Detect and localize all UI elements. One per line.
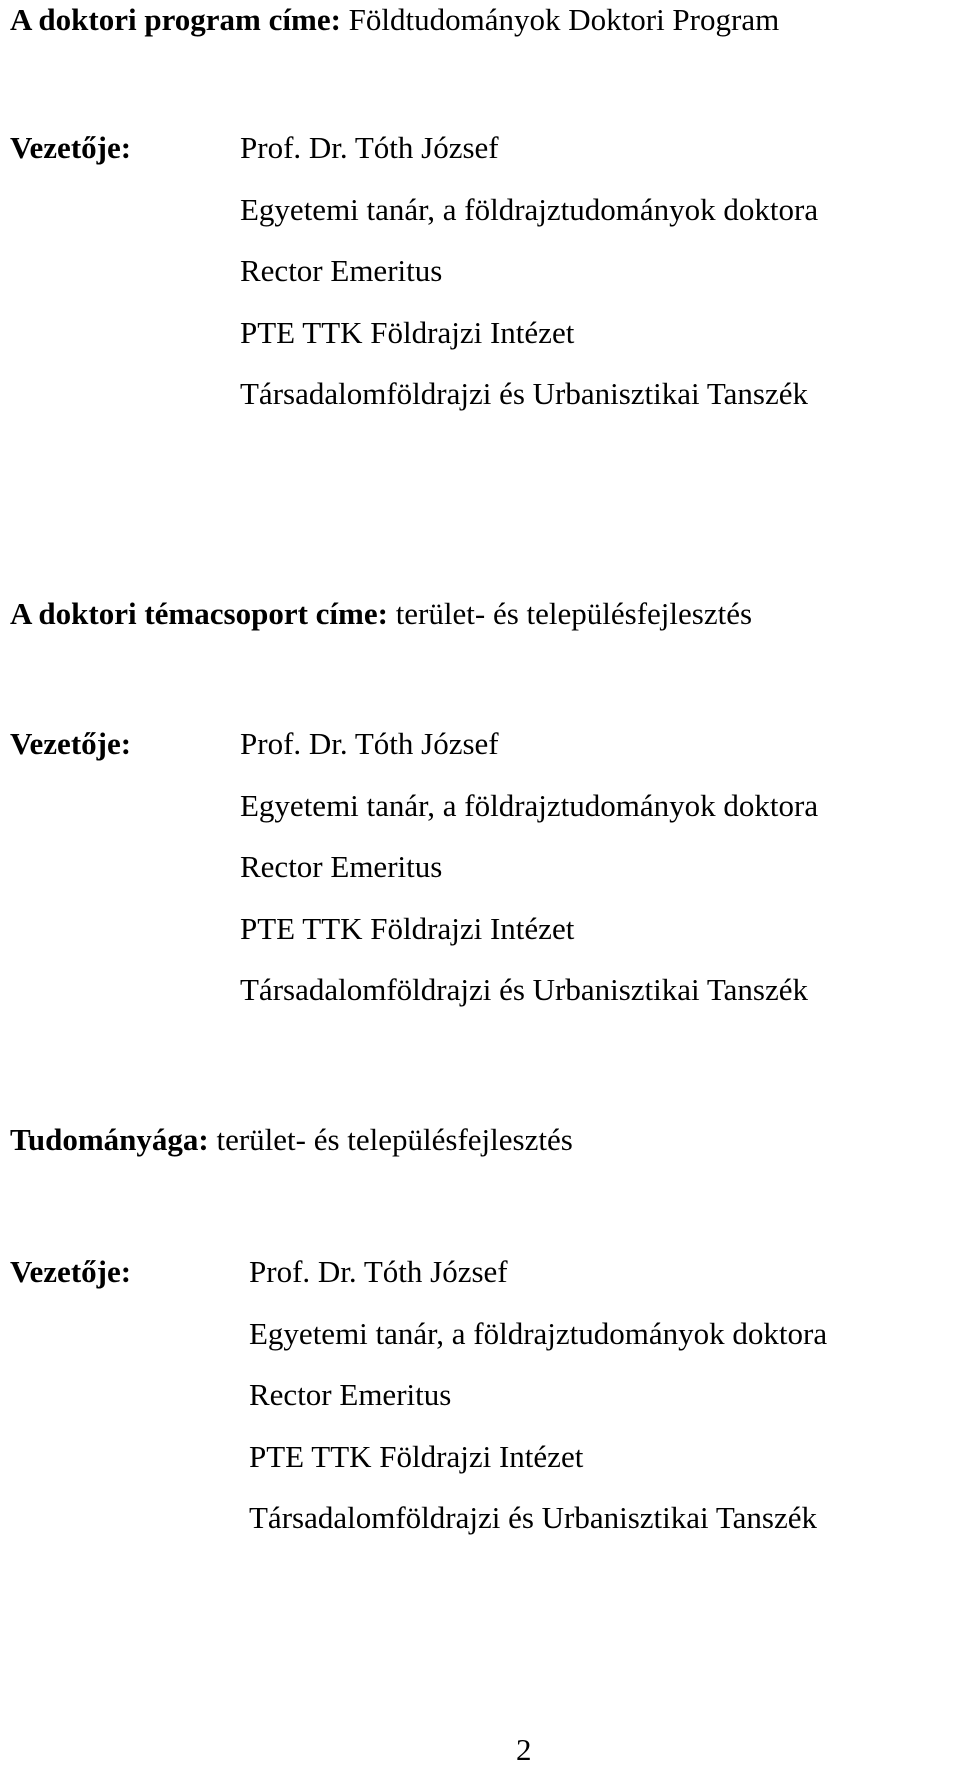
program-leader-details [240, 117, 818, 425]
topic-group-leader-institute: PTE TTK Földrajzi Intézet [240, 910, 575, 946]
topic-group-leader-position: Egyetemi tanár, a földrajztudományok doktora [240, 787, 819, 823]
program-leader-institute: PTE TTK Földrajzi Intézet [240, 314, 575, 350]
discipline-leader-name: Prof. Dr. Tóth József [249, 1254, 508, 1289]
discipline-title-label: Tudományága: [10, 1122, 209, 1157]
program-title-label: A doktori program címe: [10, 2, 341, 37]
discipline-title-value: terület- és településfejlesztés [208, 1122, 573, 1157]
discipline-leader-department: Társadalomföldrajzi és Urbanisztikai Tanszék [249, 1500, 817, 1535]
program-leader-name: Prof. Dr. Tóth József [240, 130, 499, 165]
topic-group-leader-name: Prof. Dr. Tóth József [240, 726, 499, 761]
topic-group-leader-department: Társadalomföldrajzi és Urbanisztikai Tanszék [240, 972, 808, 1007]
program-title [10, 0, 779, 40]
topic-group-title [10, 594, 752, 634]
program-title-value: Földtudományok Doktori Program [340, 2, 780, 37]
discipline-leader-institute: PTE TTK Földrajzi Intézet [249, 1438, 584, 1474]
discipline-leader-title: Rector Emeritus [249, 1377, 452, 1412]
discipline-title [10, 1120, 573, 1160]
topic-group-leader-details [240, 713, 818, 1021]
program-leader-title: Rector Emeritus [240, 253, 443, 288]
program-leader-label: Vezetője: [10, 130, 132, 165]
topic-group-leader-label: Vezetője: [10, 726, 132, 761]
discipline-leader-details [249, 1241, 827, 1549]
program-leader-position: Egyetemi tanár, a földrajztudományok doktora [240, 191, 819, 227]
topic-group-title-value: terület- és településfejlesztés [387, 596, 753, 631]
discipline-leader-label: Vezetője: [10, 1254, 132, 1289]
program-leader-department: Társadalomföldrajzi és Urbanisztikai Tanszék [240, 376, 808, 411]
topic-group-title-label: A doktori témacsoport címe: [10, 596, 388, 631]
discipline-leader-position: Egyetemi tanár, a földrajztudományok doktora [249, 1315, 828, 1351]
topic-group-leader-title: Rector Emeritus [240, 849, 443, 884]
page-number: 2 [516, 1732, 532, 1767]
